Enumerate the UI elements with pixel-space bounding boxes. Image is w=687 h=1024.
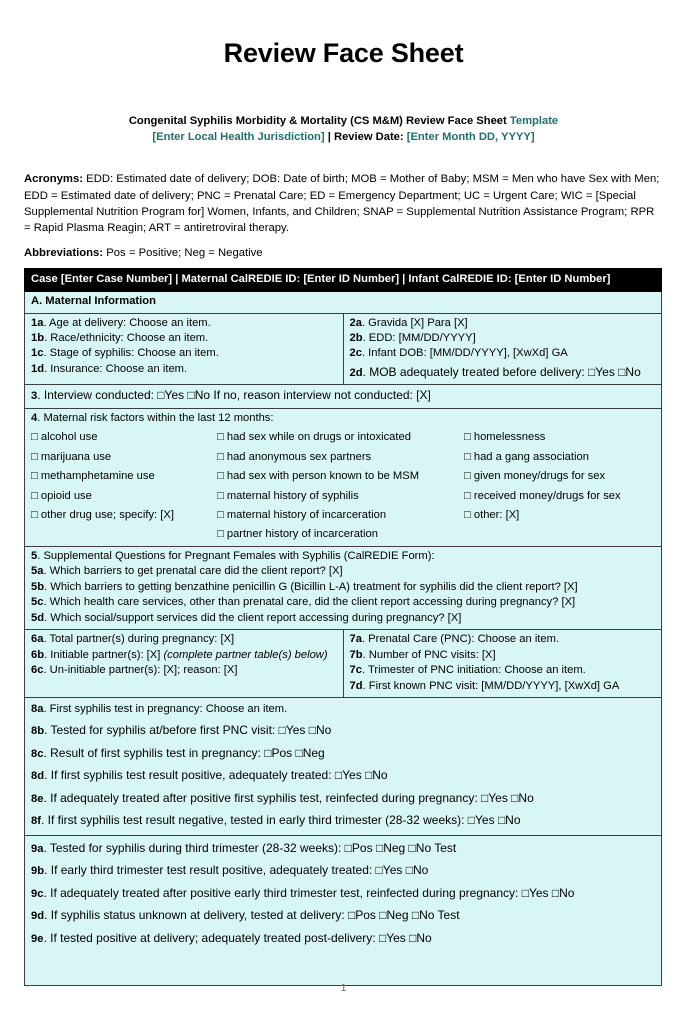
field-7b-text: . Number of PNC visits: [X] [362,648,496,661]
field-5c-text: . Which health care services, other than prenatal care, did the client report accessing during pregnancy? [X] [43,596,576,609]
field-2a [350,316,657,331]
field-6a [31,632,338,647]
field-8e-number: 8e [31,792,44,805]
face-sheet-form-table [24,268,662,986]
field-1a-number: 1a [31,316,44,329]
field-2b-number: 2b [349,331,363,344]
field-8f [31,812,656,829]
subtitle-separator: | [324,131,334,144]
field-9d-number: 9d [31,910,45,923]
field-1c [31,346,338,361]
risk-checkbox-anonymous-partners[interactable]: □ had anonymous sex partners [217,450,372,463]
field-2d [350,364,657,381]
risk-checkbox-marijuana-use[interactable]: □ marijuana use [31,450,112,463]
subtitle-line-2 [0,129,687,145]
field-8e-text: . If adequately treated after positive first syphilis test, reinfected during pregnancy: □Yes □No [43,790,534,805]
section-8-cell [25,698,662,836]
field-5-number: 5 [31,549,38,562]
field-2c [350,346,657,361]
risk-checkbox-alcohol-use[interactable]: □ alcohol use [31,431,98,444]
field-8a-number: 8a [31,703,44,716]
field-9c-text: . If adequately treated after positive early third trimester test, reinfected during pregnancy: □Yes □No [43,885,575,900]
field-9e-number: 9e [31,932,44,945]
field-5d [31,611,656,626]
field-7c-number: 7c [349,664,362,677]
field-5b-number: 5b [31,580,45,593]
subtitle-line-1 [0,113,687,129]
risk-column-3 [464,430,656,543]
field-9a-text: . Tested for syphilis during third trimester (28-32 weeks): □Pos □Neg □No Test [43,840,457,855]
risk-checkbox-partner-history-incarceration[interactable]: □ partner history of incarceration [217,528,378,541]
field-1d [31,362,338,377]
field-8d-number: 8d [31,770,45,783]
field-8c-text: . Result of first syphilis test in pregnancy: □Pos □Neg [43,745,325,760]
field-8f-text: . If first syphilis test result negative, tested in early third trimester (28-32 weeks): □Yes □No [40,813,521,828]
field-8f-number: 8f [31,815,41,828]
field-4-number: 4 [31,411,38,424]
field-6b-text: . Initiable partner(s): [X] [44,648,164,661]
table-row-supplemental-questions [25,546,662,629]
risk-checkbox-opioid-use[interactable]: □ opioid use [31,489,92,502]
field-1a [31,316,338,331]
field-3-cell [25,385,662,408]
field-6b [31,648,338,663]
field-9c-number: 9c [31,887,44,900]
field-5-cell [25,546,662,629]
field-7c [350,663,657,678]
risk-checkbox-other[interactable]: □ other: [X] [464,509,520,522]
risk-checkbox-given-money-for-sex[interactable]: □ given money/drugs for sex [464,470,606,483]
field-9b-text: . If early third trimester test result positive, adequately treated: □Yes □No [44,863,429,878]
table-row-section-a [25,292,662,313]
field-7b [350,648,657,663]
field-7a [350,632,657,647]
table-row-interview [25,385,662,408]
field-9e [31,930,656,947]
jurisdiction-placeholder: [Enter Local Health Jurisdiction] [152,131,325,144]
field-8a-text: . First syphilis test in pregnancy: Choose an item. [43,703,288,716]
field-2d-number: 2d [349,366,363,379]
table-row-case-header [25,268,662,291]
field-8e [31,790,656,807]
field-9a [31,840,656,857]
risk-checkbox-sex-on-drugs[interactable]: □ had sex while on drugs or intoxicated [217,431,411,444]
field-9d [31,907,656,924]
field-5-text: . Supplemental Questions for Pregnant Females with Syphilis (CalREDIE Form): [37,549,435,562]
table-row-first-syphilis-test [25,698,662,836]
table-row-partners-pnc [25,630,662,698]
table-row-maternal-basics [25,313,662,385]
field-6c-number: 6c [31,664,44,677]
field-6a-number: 6a [31,633,44,646]
field-6b-number: 6b [31,648,45,661]
field-2d-text: . MOB adequately treated before delivery: □Yes □No [362,364,641,379]
field-4-cell [25,408,662,546]
field-9b-number: 9b [31,865,45,878]
acronyms-label: Acronyms: [24,173,84,186]
field-4-text: . Maternal risk factors within the last 12 months: [37,411,274,424]
field-1a-text: . Age at delivery: Choose an item. [43,316,211,329]
abbreviations-text: Pos = Positive; Neg = Negative [103,246,263,259]
field-4-prompt [31,411,656,426]
review-date-label: Review Date: [333,131,407,144]
field-1b-number: 1b [31,331,45,344]
field-7d-text: . First known PNC visit: [MM/DD/YYYY], [XwXd] GA [362,679,620,692]
review-date-placeholder: [Enter Month DD, YYYY] [406,131,535,144]
acronyms-text: EDD: Estimated date of delivery; DOB: Date of birth; MOB = Mother of Baby; MSM = Men who have Sex with Men; EDD = Estimated date of delivery; PNC = Prenatal Care; ED = Emergency Department; UC = Urgent Care; WIC = [Special Supplemental Nutrition Program for] Women, Infants, and Children; SNAP = Supplemental Nutrition Assistance Program; RPR = Rapid Plasma Reagin; ART = antiretroviral therapy. [24,173,660,234]
field-5c [31,595,656,610]
page-title: Review Face Sheet [223,38,464,68]
field-2a-text: . Gravida [X] Para [X] [361,316,468,329]
field-2b-text: . EDD: [MM/DD/YYYY] [362,331,476,344]
field-7a-text: . Prenatal Care (PNC): Choose an item. [361,633,560,646]
document-subtitle [0,113,687,145]
table-row-risk-factors [25,408,662,546]
field-5d-number: 5d [31,611,45,624]
field-6b-italic-note: (complete partner table(s) below) [163,648,328,661]
field-7d [350,679,657,694]
field-5a [31,564,656,579]
risk-factor-checkbox-grid [31,430,656,543]
risk-checkbox-maternal-history-syphilis[interactable]: □ maternal history of syphilis [217,489,359,502]
field-1b-text: . Race/ethnicity: Choose an item. [44,331,209,344]
field-1d-text: . Insurance: Choose an item. [44,362,188,375]
field-8b-text: . Tested for syphilis at/before first PNC visit: □Yes □No [44,723,332,738]
case-header-cell: Case [Enter Case Number] | Maternal CalREDIE ID: [Enter ID Number] | Infant CalREDIE ID: [Enter ID Number] [25,268,662,291]
field-7d-number: 7d [349,679,363,692]
section-9-cell [25,835,662,985]
field-5c-number: 5c [31,596,44,609]
acronyms-paragraph [24,171,663,235]
table-row-third-trimester [25,835,662,985]
page-number: 1 [340,982,347,994]
subtitle-template-word: Template [509,115,559,127]
subtitle-line-1-text: Congenital Syphilis Morbidity & Mortality (CS M&M) Review Face Sheet [128,115,510,127]
maternal-basics-left-cell [25,313,344,385]
field-5b-text: . Which barriers to getting benzathine penicillin G (Bicillin L-A) treatment for syphilis did the client report? [X] [44,580,578,593]
risk-checkbox-sex-with-msm[interactable]: □ had sex with person known to be MSM [217,470,420,483]
field-8b [31,722,656,739]
maternal-basics-right-cell [343,313,662,385]
partners-cell [25,630,344,698]
field-9c [31,885,656,902]
field-5a-number: 5a [31,565,44,578]
risk-checkbox-methamphetamine-use[interactable]: □ methamphetamine use [31,470,155,483]
risk-column-1 [31,430,217,543]
field-8a [31,702,656,717]
field-9a-number: 9a [31,842,44,855]
risk-column-2 [217,430,464,543]
field-7c-text: . Trimester of PNC initiation: Choose an item. [361,664,586,677]
risk-checkbox-received-money-for-sex[interactable]: □ received money/drugs for sex [464,489,621,502]
field-2b [350,331,657,346]
pnc-cell [343,630,662,698]
field-9b [31,862,656,879]
field-3-text: . Interview conducted: □Yes □No If no, reason interview not conducted: [X] [37,388,431,403]
risk-checkbox-other-drug-use[interactable]: □ other drug use; specify: [X] [31,509,174,522]
abbreviations-paragraph [24,247,663,259]
risk-checkbox-gang-association[interactable]: □ had a gang association [464,450,589,463]
field-3-number: 3 [31,390,38,403]
risk-checkbox-maternal-history-incarceration[interactable]: □ maternal history of incarceration [217,509,387,522]
field-8b-number: 8b [31,725,45,738]
field-9e-text: . If tested positive at delivery; adequately treated post-delivery: □Yes □No [43,930,432,945]
field-6c [31,663,338,678]
field-5-prompt [31,549,656,564]
section-a-heading: A. Maternal Information [25,292,662,313]
field-8c [31,745,656,762]
field-8d-text: . If first syphilis test result positive, adequately treated: □Yes □No [44,768,388,783]
field-6a-text: . Total partner(s) during pregnancy: [X] [43,633,235,646]
field-8d [31,767,656,784]
field-2a-number: 2a [349,316,362,329]
field-6c-text: . Un-initiable partner(s): [X]; reason: [X] [43,664,238,677]
field-7b-number: 7b [349,648,363,661]
field-2c-text: . Infant DOB: [MM/DD/YYYY], [XwXd] GA [361,347,568,360]
field-2c-number: 2c [349,347,362,360]
field-9d-text: . If syphilis status unknown at delivery, tested at delivery: □Pos □Neg □No Test [44,908,460,923]
field-8c-number: 8c [31,747,44,760]
field-1c-number: 1c [31,347,44,360]
risk-checkbox-homelessness[interactable]: □ homelessness [464,431,546,444]
field-5b [31,580,656,595]
field-5a-text: . Which barriers to get prenatal care did the client report? [X] [43,565,343,578]
field-1d-number: 1d [31,362,45,375]
field-1c-text: . Stage of syphilis: Choose an item. [43,347,219,360]
field-5d-text: . Which social/support services did the client report accessing during pregnancy? [X] [44,611,462,624]
field-7a-number: 7a [349,633,362,646]
field-1b [31,331,338,346]
abbreviations-label: Abbreviations: [24,246,104,259]
